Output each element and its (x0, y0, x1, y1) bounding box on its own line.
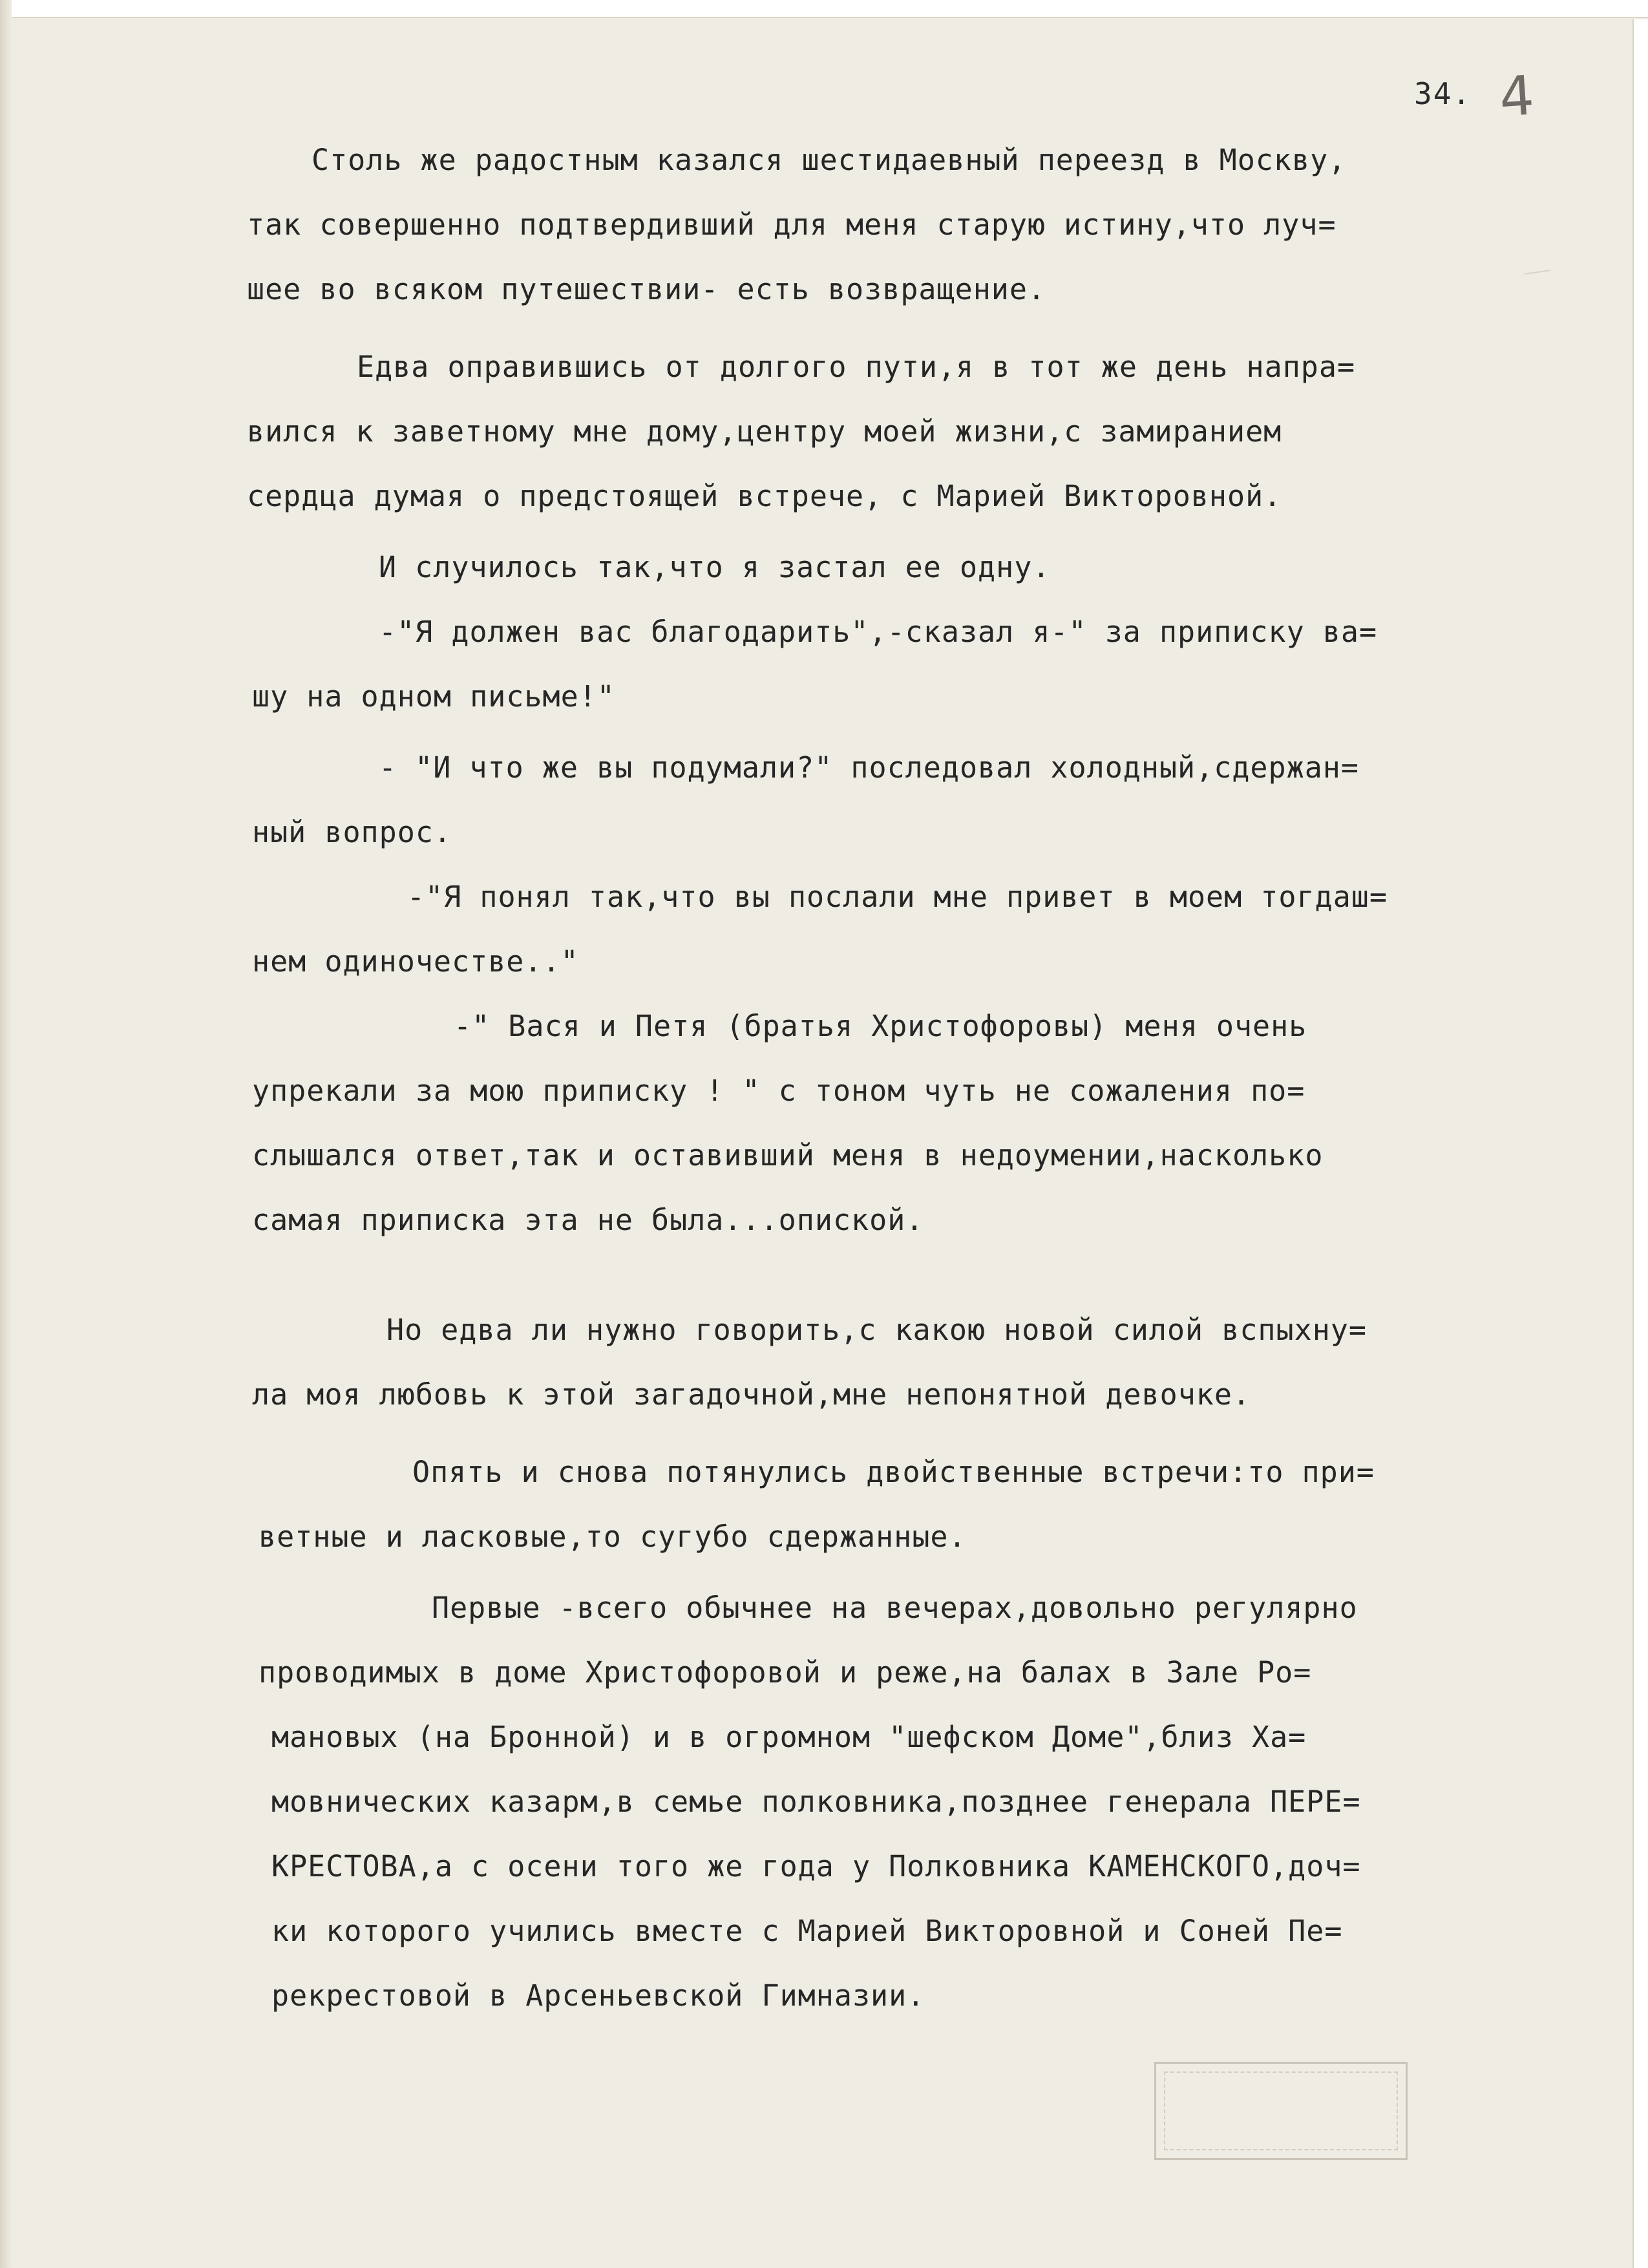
text-line: Первые -всего обычнее на вечерах,довольно регулярно (432, 1591, 1358, 1625)
text-line: нем одиночестве.." (252, 944, 579, 979)
text-line: Опять и снова потянулись двойственные встречи:то при= (412, 1455, 1375, 1489)
text-line: - "И что же вы подумали?" последовал холодный,сдержан= (379, 750, 1359, 785)
text-line: ный вопрос. (252, 815, 452, 849)
paper-left-edge (0, 0, 12, 2268)
text-line: Но едва ли нужно говорить,с какою новой силой вспыхну= (386, 1313, 1367, 1347)
text-line: мановых (на Бронной) и в огромном "шефском Доме",близ Ха= (271, 1720, 1307, 1754)
text-line: -"Я понял так,что вы послали мне привет в моем тогдаш= (407, 880, 1388, 914)
faint-pencil-mark (1525, 270, 1552, 284)
text-line: ла моя любовь к этой загадочной,мне непонятной девочке. (252, 1377, 1251, 1412)
page-number: 34. (1414, 76, 1472, 111)
text-line: шу на одном письме!" (252, 679, 615, 714)
text-line: И случилось так,что я застал ее одну. (379, 550, 1051, 584)
text-line: -" Вася и Петя (братья Христофоровы) меня очень (454, 1009, 1307, 1043)
archive-page-mark: 4 (1497, 63, 1536, 129)
text-line: самая приписка эта не была...опиской. (252, 1203, 924, 1237)
paper-top-edge (0, 0, 1648, 18)
text-line: мовнических казарм,в семье полковника,позднее генерала ПЕРЕ= (271, 1785, 1361, 1819)
text-line: -"Я должен вас благодарить",-сказал я-" за приписку ва= (379, 615, 1378, 649)
text-line: КРЕСТОВА,а с осени того же года у Полковника КАМЕНСКОГО,доч= (271, 1849, 1361, 1883)
text-line: так совершенно подтвердивший для меня старую истину,что луч= (247, 207, 1336, 242)
text-line: ки которого учились вместе с Марией Викторовной и Соней Пе= (271, 1914, 1343, 1948)
text-line: сердца думая о предстоящей встрече, с Марией Викторовной. (247, 479, 1282, 513)
text-line: рекрестовой в Арсеньевской Гимназии. (271, 1978, 925, 2013)
text-line: ветные и ласковые,то сугубо сдержанные. (259, 1520, 967, 1554)
text-line: вился к заветному мне дому,центру моей жизни,с замиранием (247, 414, 1282, 449)
paper-right-edge (1632, 19, 1648, 2268)
text-line: шее во всяком путешествии- есть возвращение. (247, 272, 1046, 306)
text-line: проводимых в доме Христофоровой и реже,на балах в Зале Ро= (259, 1655, 1312, 1690)
text-line: Столь же радостным казался шестидаевный переезд в Москву, (312, 143, 1347, 177)
text-line: слышался ответ,так и оставивший меня в недоумении,насколько (252, 1138, 1324, 1172)
archive-stamp-border (1164, 2072, 1398, 2150)
text-line: Едва оправившись от долгого пути,я в тот же день напра= (357, 350, 1356, 384)
archive-stamp (1154, 2062, 1408, 2160)
text-line: упрекали за мою приписку ! " с тоном чуть не сожаления по= (252, 1074, 1305, 1108)
